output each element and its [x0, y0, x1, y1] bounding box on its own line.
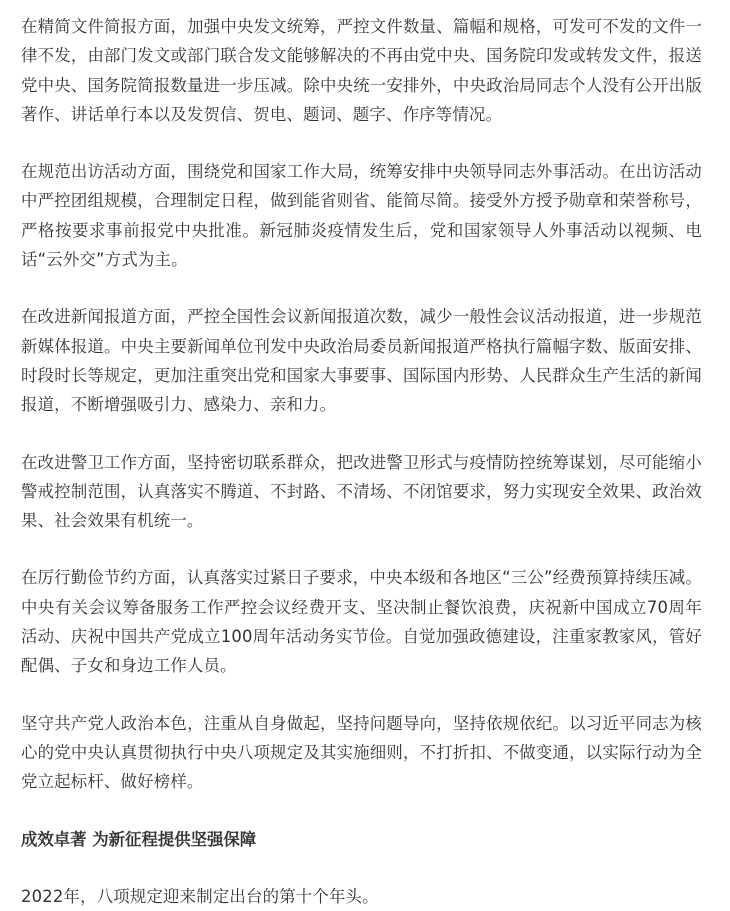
paragraph-political-integrity: 坚守共产党人政治本色，注重从自身做起，坚持问题导向，坚持依规依纪。以习近平同志为核心的党中央认真贯彻执行中央八项规定及其实施细则，不打折扣、不做变通，以实际行动为全党立起标杆、做好榜样。 [21, 713, 702, 792]
paragraph-closing: 2022年，八项规定迎来制定出台的第十个年头。 [21, 886, 379, 906]
paragraph-document-briefings: 在精简文件简报方面，加强中央发文统筹，严控文件数量、篇幅和规格，可发可不发的文件一律不发，由部门发文或部门联合发文能够解决的不再由党中央、国务院印发或转发文件，报送党中央、国务院简报数量进一步压减。除中央统一安排外，中央政治局同志个人没有公开出版著作、讲话单行本以及发贺信、贺电、题词、题字、作序等情况。 [21, 17, 702, 124]
section-heading: 成效卓著 为新征程提供坚强保障 [21, 829, 257, 849]
paragraph-security-work: 在改进警卫工作方面，坚持密切联系群众，把改进警卫形式与疫情防控统筹谋划，尽可能缩小警戒控制范围，认真落实不腾道、不封路、不清场、不闭馆要求，努力实现安全效果、政治效果、社会效果有机统一。 [21, 452, 702, 531]
paragraph-foreign-visits: 在规范出访活动方面，围绕党和国家工作大局，统筹安排中央领导同志外事活动。在出访活动中严控团组规模，合理制定日程，做到能省则省、能简尽简。接受外方授予勋章和荣誉称号，严格按要求事前报党中央批准。新冠肺炎疫情发生后，党和国家领导人外事活动以视频、电话“云外交”方式为主。 [21, 162, 702, 270]
paragraph-news-reporting: 在改进新闻报道方面，严控全国性会议新闻报道次数，减少一般性会议活动报道，进一步规范新媒体报道。中央主要新闻单位刊发中央政治局委员新闻报道严格执行篇幅字数、版面安排、时段时长等规定，更加注重突出党和国家大事要事、国际国内形势、人民群众生产生活的新闻报道，不断增强吸引力、感染力、亲和力。 [21, 307, 702, 415]
paragraph-frugality: 在厉行勤俭节约方面，认真落实过紧日子要求，中央本级和各地区“三公”经费预算持续压减。中央有关会议筹备服务工作严控会议经费开支、坚决制止餐饮浪费，庆祝新中国成立70周年活动、庆祝中国共产党成立100周年活动务实节俭。自觉加强政德建设，注重家教家风，管好配偶、子女和身边工作人员。 [21, 568, 703, 676]
